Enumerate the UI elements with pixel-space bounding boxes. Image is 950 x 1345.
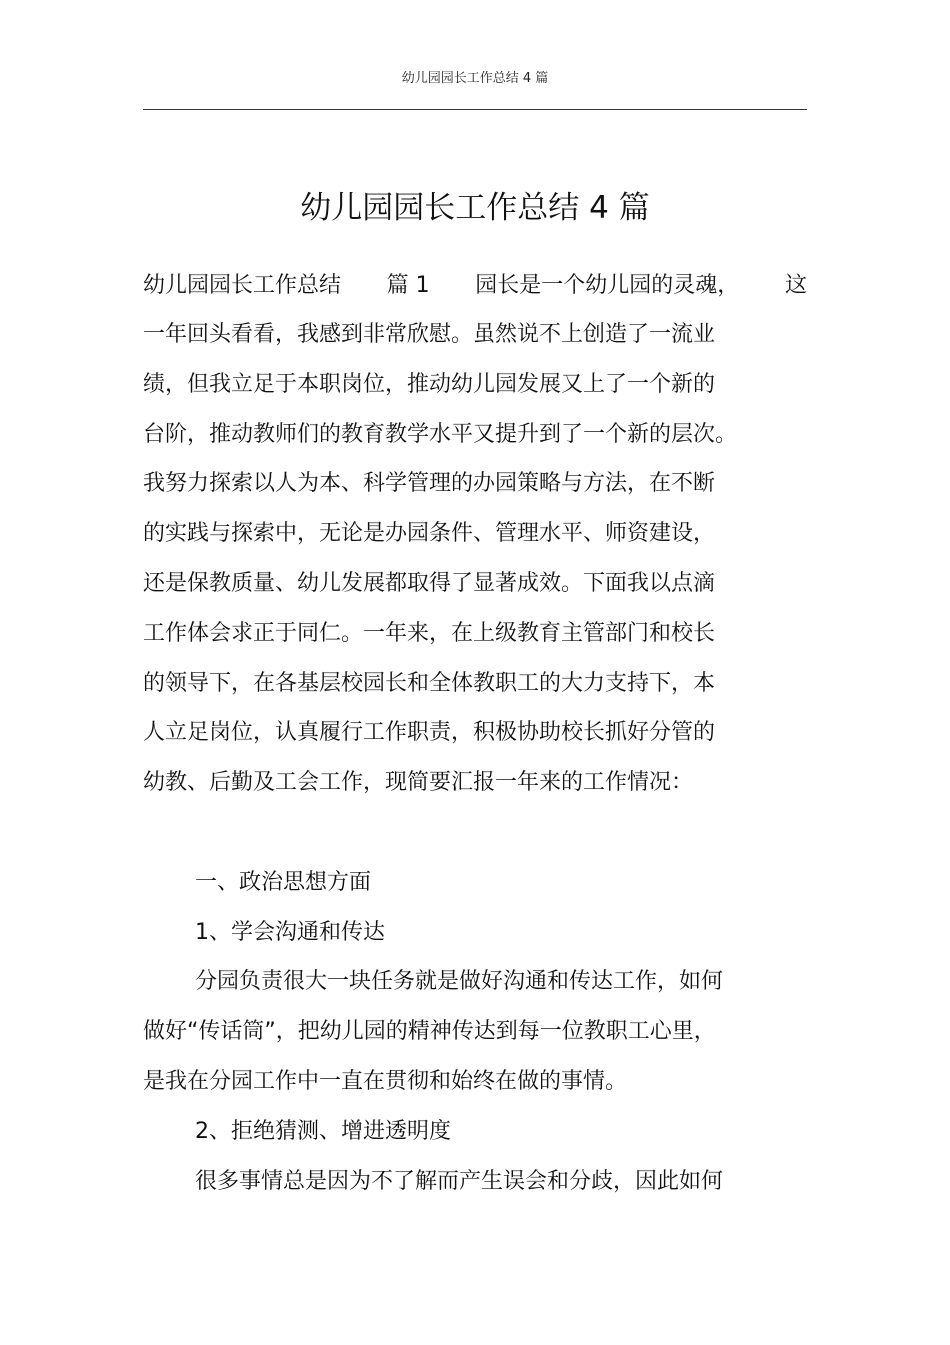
paragraph-line: 做好“传话筒”，把幼儿园的精神传达到每一位教职工心里，	[143, 1019, 716, 1044]
document-title: 幼儿园园长工作总结 4 篇	[300, 190, 650, 226]
paragraph-line: 还是保教质量、幼儿发展都取得了显著成效。下面我以点滴	[143, 571, 716, 596]
header-divider	[143, 109, 807, 110]
paragraph-line: 分园负责很大一块任务就是做好沟通和传达工作，如何	[195, 969, 724, 994]
paragraph-line: 是我在分园工作中一直在贯彻和始终在做的事情。	[143, 1069, 628, 1094]
intro-part-label: 篇 1	[386, 273, 430, 298]
intro-line-tail: 这	[784, 273, 807, 298]
subsection-heading: 1、学会沟通和传达	[195, 920, 385, 945]
section-heading: 一、政治思想方面	[195, 870, 372, 895]
paragraph-line: 很多事情总是因为不了解而产生误会和分歧，因此如何	[195, 1169, 724, 1194]
paragraph-line: 我努力探索以人为本、科学管理的办园策略与方法，在不断	[143, 471, 716, 496]
paragraph-line: 的实践与探索中，无论是办园条件、管理水平、师资建设，	[143, 521, 716, 546]
running-header: 幼儿园园长工作总结 4 篇	[401, 71, 549, 86]
intro-lead-text: 园长是一个幼儿园的灵魂，	[475, 273, 740, 298]
paragraph-line: 绩，但我立足于本职岗位，推动幼儿园发展又上了一个新的	[143, 372, 716, 397]
paragraph-line: 幼教、后勤及工会工作，现简要汇报一年来的工作情况：	[143, 770, 694, 795]
intro-first-line	[143, 270, 807, 302]
paragraph-line: 的领导下，在各基层校园长和全体教职工的大力支持下，本	[143, 671, 716, 696]
paragraph-line: 人立足岗位，认真履行工作职责，积极协助校长抓好分管的	[143, 720, 716, 745]
intro-heading: 幼儿园园长工作总结	[143, 273, 342, 298]
subsection-heading: 2、拒绝猜测、增进透明度	[195, 1119, 451, 1144]
paragraph-line: 台阶，推动教师们的教育教学水平又提升到了一个新的层次。	[143, 422, 738, 447]
paragraph-line: 一年回头看看，我感到非常欣慰。虽然说不上创造了一流业	[143, 322, 716, 347]
paragraph-line: 工作体会求正于同仁。一年来，在上级教育主管部门和校长	[143, 621, 716, 646]
